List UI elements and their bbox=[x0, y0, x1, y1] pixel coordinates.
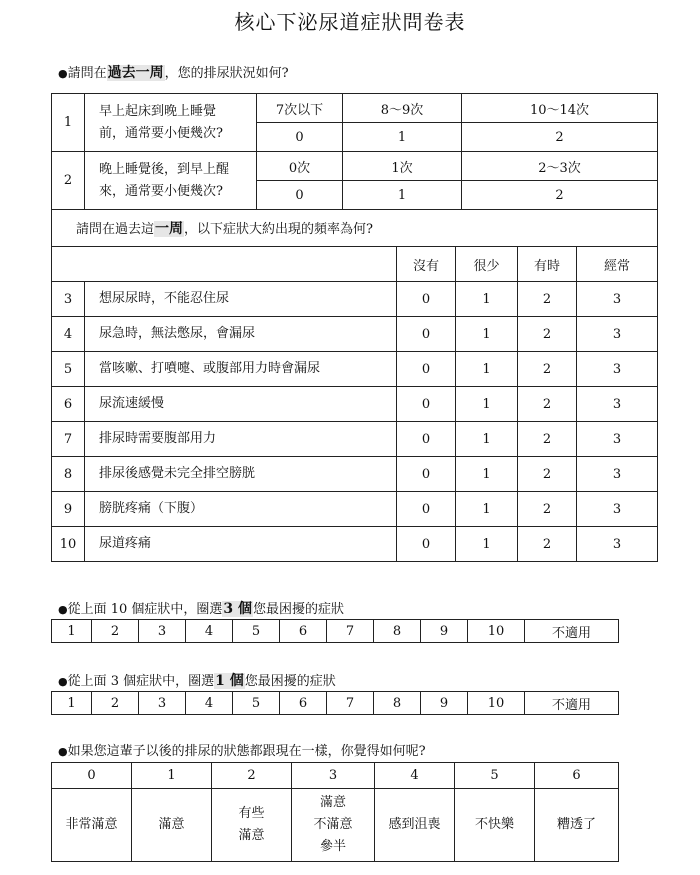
score-option[interactable]: 0 bbox=[257, 181, 343, 210]
pick1-option[interactable]: 10 bbox=[468, 692, 525, 715]
scale-label: 很少 bbox=[456, 247, 518, 282]
score-option[interactable]: 1 bbox=[456, 387, 518, 422]
symptom-grid bbox=[51, 246, 658, 562]
scale-label: 有時 bbox=[518, 247, 577, 282]
score-option[interactable]: 1 bbox=[456, 422, 518, 457]
satisfaction-score[interactable]: 3 bbox=[292, 763, 375, 789]
satisfaction-label: 滿意 不滿意 參半 bbox=[292, 789, 375, 862]
satisfaction-label: 不快樂 bbox=[455, 789, 535, 862]
score-option[interactable]: 3 bbox=[577, 282, 658, 317]
score-option[interactable]: 2 bbox=[518, 282, 577, 317]
pick3-option[interactable]: 6 bbox=[280, 620, 327, 643]
pick3-highlight: 3 個 bbox=[223, 601, 253, 617]
symptom-text: 想尿尿時，不能忍住尿 bbox=[85, 282, 397, 317]
symptom-number: 9 bbox=[52, 492, 85, 527]
bullet-icon: ● bbox=[58, 603, 68, 616]
bullet-icon: ● bbox=[58, 745, 68, 758]
option-label: 8～9次 bbox=[343, 94, 462, 123]
symptom-number: 5 bbox=[52, 352, 85, 387]
symptom-row bbox=[52, 317, 658, 352]
satisfaction-score[interactable]: 5 bbox=[455, 763, 535, 789]
symptom-row bbox=[52, 352, 658, 387]
score-option[interactable]: 2 bbox=[462, 181, 658, 210]
pick3-option[interactable]: 9 bbox=[421, 620, 468, 643]
question-intro-suffix: ，您的排尿狀況如何? bbox=[164, 66, 289, 81]
pick3-option[interactable]: 1 bbox=[52, 620, 92, 643]
symptom-text: 排尿後感覺未完全排空膀胱 bbox=[85, 457, 397, 492]
pick1-option[interactable]: 5 bbox=[233, 692, 280, 715]
bullet-icon: ● bbox=[58, 67, 68, 80]
bullet-icon: ● bbox=[58, 675, 68, 688]
satisfaction-label: 有些 滿意 bbox=[212, 789, 292, 862]
score-option[interactable]: 3 bbox=[577, 457, 658, 492]
score-option[interactable]: 2 bbox=[518, 317, 577, 352]
symptom-number: 7 bbox=[52, 422, 85, 457]
score-option[interactable]: 2 bbox=[462, 123, 658, 152]
pick1-option-na[interactable]: 不適用 bbox=[525, 692, 619, 715]
pick1-option[interactable]: 8 bbox=[374, 692, 421, 715]
satisfaction-score[interactable]: 0 bbox=[52, 763, 132, 789]
pick1-option[interactable]: 7 bbox=[327, 692, 374, 715]
pick3-option[interactable]: 3 bbox=[139, 620, 186, 643]
symptom-text: 當咳嗽、打噴嚏、或腹部用力時會漏尿 bbox=[85, 352, 397, 387]
pick3-option[interactable]: 7 bbox=[327, 620, 374, 643]
satisfaction-label: 感到沮喪 bbox=[375, 789, 455, 862]
option-label: 10～14次 bbox=[462, 94, 658, 123]
header-blank bbox=[52, 247, 397, 282]
option-label: 1次 bbox=[343, 152, 462, 181]
satisfaction-question: ●如果您這輩子以後的排尿的狀態都跟現在一樣，你覺得如何呢? bbox=[58, 744, 426, 759]
pick3-option-na[interactable]: 不適用 bbox=[525, 620, 619, 643]
score-option[interactable]: 0 bbox=[257, 123, 343, 152]
symptom-table bbox=[51, 93, 658, 247]
satisfaction-scale bbox=[51, 762, 619, 862]
score-option[interactable]: 1 bbox=[343, 181, 462, 210]
symptom-intro-row bbox=[52, 210, 658, 247]
pick1-option[interactable]: 3 bbox=[139, 692, 186, 715]
pick1-option[interactable]: 4 bbox=[186, 692, 233, 715]
score-option[interactable]: 2 bbox=[518, 492, 577, 527]
question-text: 晚上睡覺後，到早上醒 來，通常要小便幾次? bbox=[85, 152, 257, 210]
score-option[interactable]: 1 bbox=[456, 317, 518, 352]
pick1-highlight: 1 個 bbox=[215, 673, 244, 689]
symptom-text: 尿道疼痛 bbox=[85, 527, 397, 562]
symptom-number: 4 bbox=[52, 317, 85, 352]
question-text: 早上起床到晚上睡覺 前，通常要小便幾次? bbox=[85, 94, 257, 152]
score-option[interactable]: 1 bbox=[456, 352, 518, 387]
satisfaction-score[interactable]: 4 bbox=[375, 763, 455, 789]
pick3-option[interactable]: 4 bbox=[186, 620, 233, 643]
pick3-option[interactable]: 8 bbox=[374, 620, 421, 643]
score-option[interactable]: 1 bbox=[456, 282, 518, 317]
symptom-intro-highlight: 一周 bbox=[155, 221, 184, 237]
satisfaction-label: 非常滿意 bbox=[52, 789, 132, 862]
scale-label: 沒有 bbox=[397, 247, 456, 282]
question-intro-highlight: 過去一周 bbox=[107, 65, 164, 81]
score-option[interactable]: 1 bbox=[456, 457, 518, 492]
pick3-question: ●從上面 10 個症狀中，圈選3 個您最困擾的症狀 bbox=[58, 601, 345, 617]
symptom-number: 3 bbox=[52, 282, 85, 317]
symptom-text: 排尿時需要腹部用力 bbox=[85, 422, 397, 457]
score-option[interactable]: 0 bbox=[397, 317, 456, 352]
symptom-row bbox=[52, 492, 658, 527]
satisfaction-score[interactable]: 2 bbox=[212, 763, 292, 789]
score-option[interactable]: 0 bbox=[397, 282, 456, 317]
score-option[interactable]: 2 bbox=[518, 527, 577, 562]
symptom-intro: 請問在過去這一周，以下症狀大約出現的頻率為何? bbox=[52, 210, 658, 247]
score-option[interactable]: 3 bbox=[577, 527, 658, 562]
score-option[interactable]: 0 bbox=[397, 492, 456, 527]
symptom-text: 尿急時，無法憋尿，會漏尿 bbox=[85, 317, 397, 352]
score-option[interactable]: 0 bbox=[397, 387, 456, 422]
score-option[interactable]: 2 bbox=[518, 387, 577, 422]
page-title: 核心下泌尿道症狀問卷表 bbox=[234, 10, 466, 34]
score-option[interactable]: 3 bbox=[577, 422, 658, 457]
symptom-text: 尿流速緩慢 bbox=[85, 387, 397, 422]
freq-question-1-options-row bbox=[52, 94, 658, 123]
option-label: 2～3次 bbox=[462, 152, 658, 181]
question-number: 1 bbox=[52, 94, 85, 152]
pick3-option[interactable]: 10 bbox=[468, 620, 525, 643]
score-option[interactable]: 3 bbox=[577, 387, 658, 422]
satisfaction-score[interactable]: 1 bbox=[132, 763, 212, 789]
symptom-scale-header bbox=[52, 247, 658, 282]
symptom-row bbox=[52, 422, 658, 457]
score-option[interactable]: 3 bbox=[577, 352, 658, 387]
freq-question-2-options-row bbox=[52, 152, 658, 181]
symptom-text: 膀胱疼痛（下腹） bbox=[85, 492, 397, 527]
symptom-number: 10 bbox=[52, 527, 85, 562]
score-option[interactable]: 2 bbox=[518, 457, 577, 492]
score-option[interactable]: 2 bbox=[518, 352, 577, 387]
satisfaction-label: 滿意 bbox=[132, 789, 212, 862]
symptom-row bbox=[52, 387, 658, 422]
score-option[interactable]: 0 bbox=[397, 352, 456, 387]
score-option[interactable]: 1 bbox=[343, 123, 462, 152]
pick1-option[interactable]: 9 bbox=[421, 692, 468, 715]
pick1-question: ●從上面 3 個症狀中，圈選1 個您最困擾的症狀 bbox=[58, 673, 336, 689]
score-option[interactable]: 3 bbox=[577, 492, 658, 527]
option-label: 0次 bbox=[257, 152, 343, 181]
score-option[interactable]: 2 bbox=[518, 422, 577, 457]
score-option[interactable]: 1 bbox=[456, 527, 518, 562]
pick1-option[interactable]: 2 bbox=[92, 692, 139, 715]
score-option[interactable]: 0 bbox=[397, 422, 456, 457]
score-option[interactable]: 0 bbox=[397, 527, 456, 562]
question-number: 2 bbox=[52, 152, 85, 210]
symptom-row bbox=[52, 457, 658, 492]
pick1-option[interactable]: 6 bbox=[280, 692, 327, 715]
pick3-option[interactable]: 5 bbox=[233, 620, 280, 643]
question-intro-prefix: 請問在 bbox=[67, 66, 107, 81]
score-option[interactable]: 0 bbox=[397, 457, 456, 492]
satisfaction-score[interactable]: 6 bbox=[535, 763, 619, 789]
scale-label: 經常 bbox=[577, 247, 658, 282]
symptom-number: 8 bbox=[52, 457, 85, 492]
pick3-option[interactable]: 2 bbox=[92, 620, 139, 643]
option-label: 7次以下 bbox=[257, 94, 343, 123]
pick1-options bbox=[51, 691, 619, 715]
score-option[interactable]: 3 bbox=[577, 317, 658, 352]
symptom-row bbox=[52, 527, 658, 562]
pick1-option[interactable]: 1 bbox=[52, 692, 92, 715]
symptom-number: 6 bbox=[52, 387, 85, 422]
score-option[interactable]: 1 bbox=[456, 492, 518, 527]
satisfaction-label: 糟透了 bbox=[535, 789, 619, 862]
pick3-options bbox=[51, 619, 619, 643]
symptom-row bbox=[52, 282, 658, 317]
question-intro bbox=[58, 62, 289, 82]
